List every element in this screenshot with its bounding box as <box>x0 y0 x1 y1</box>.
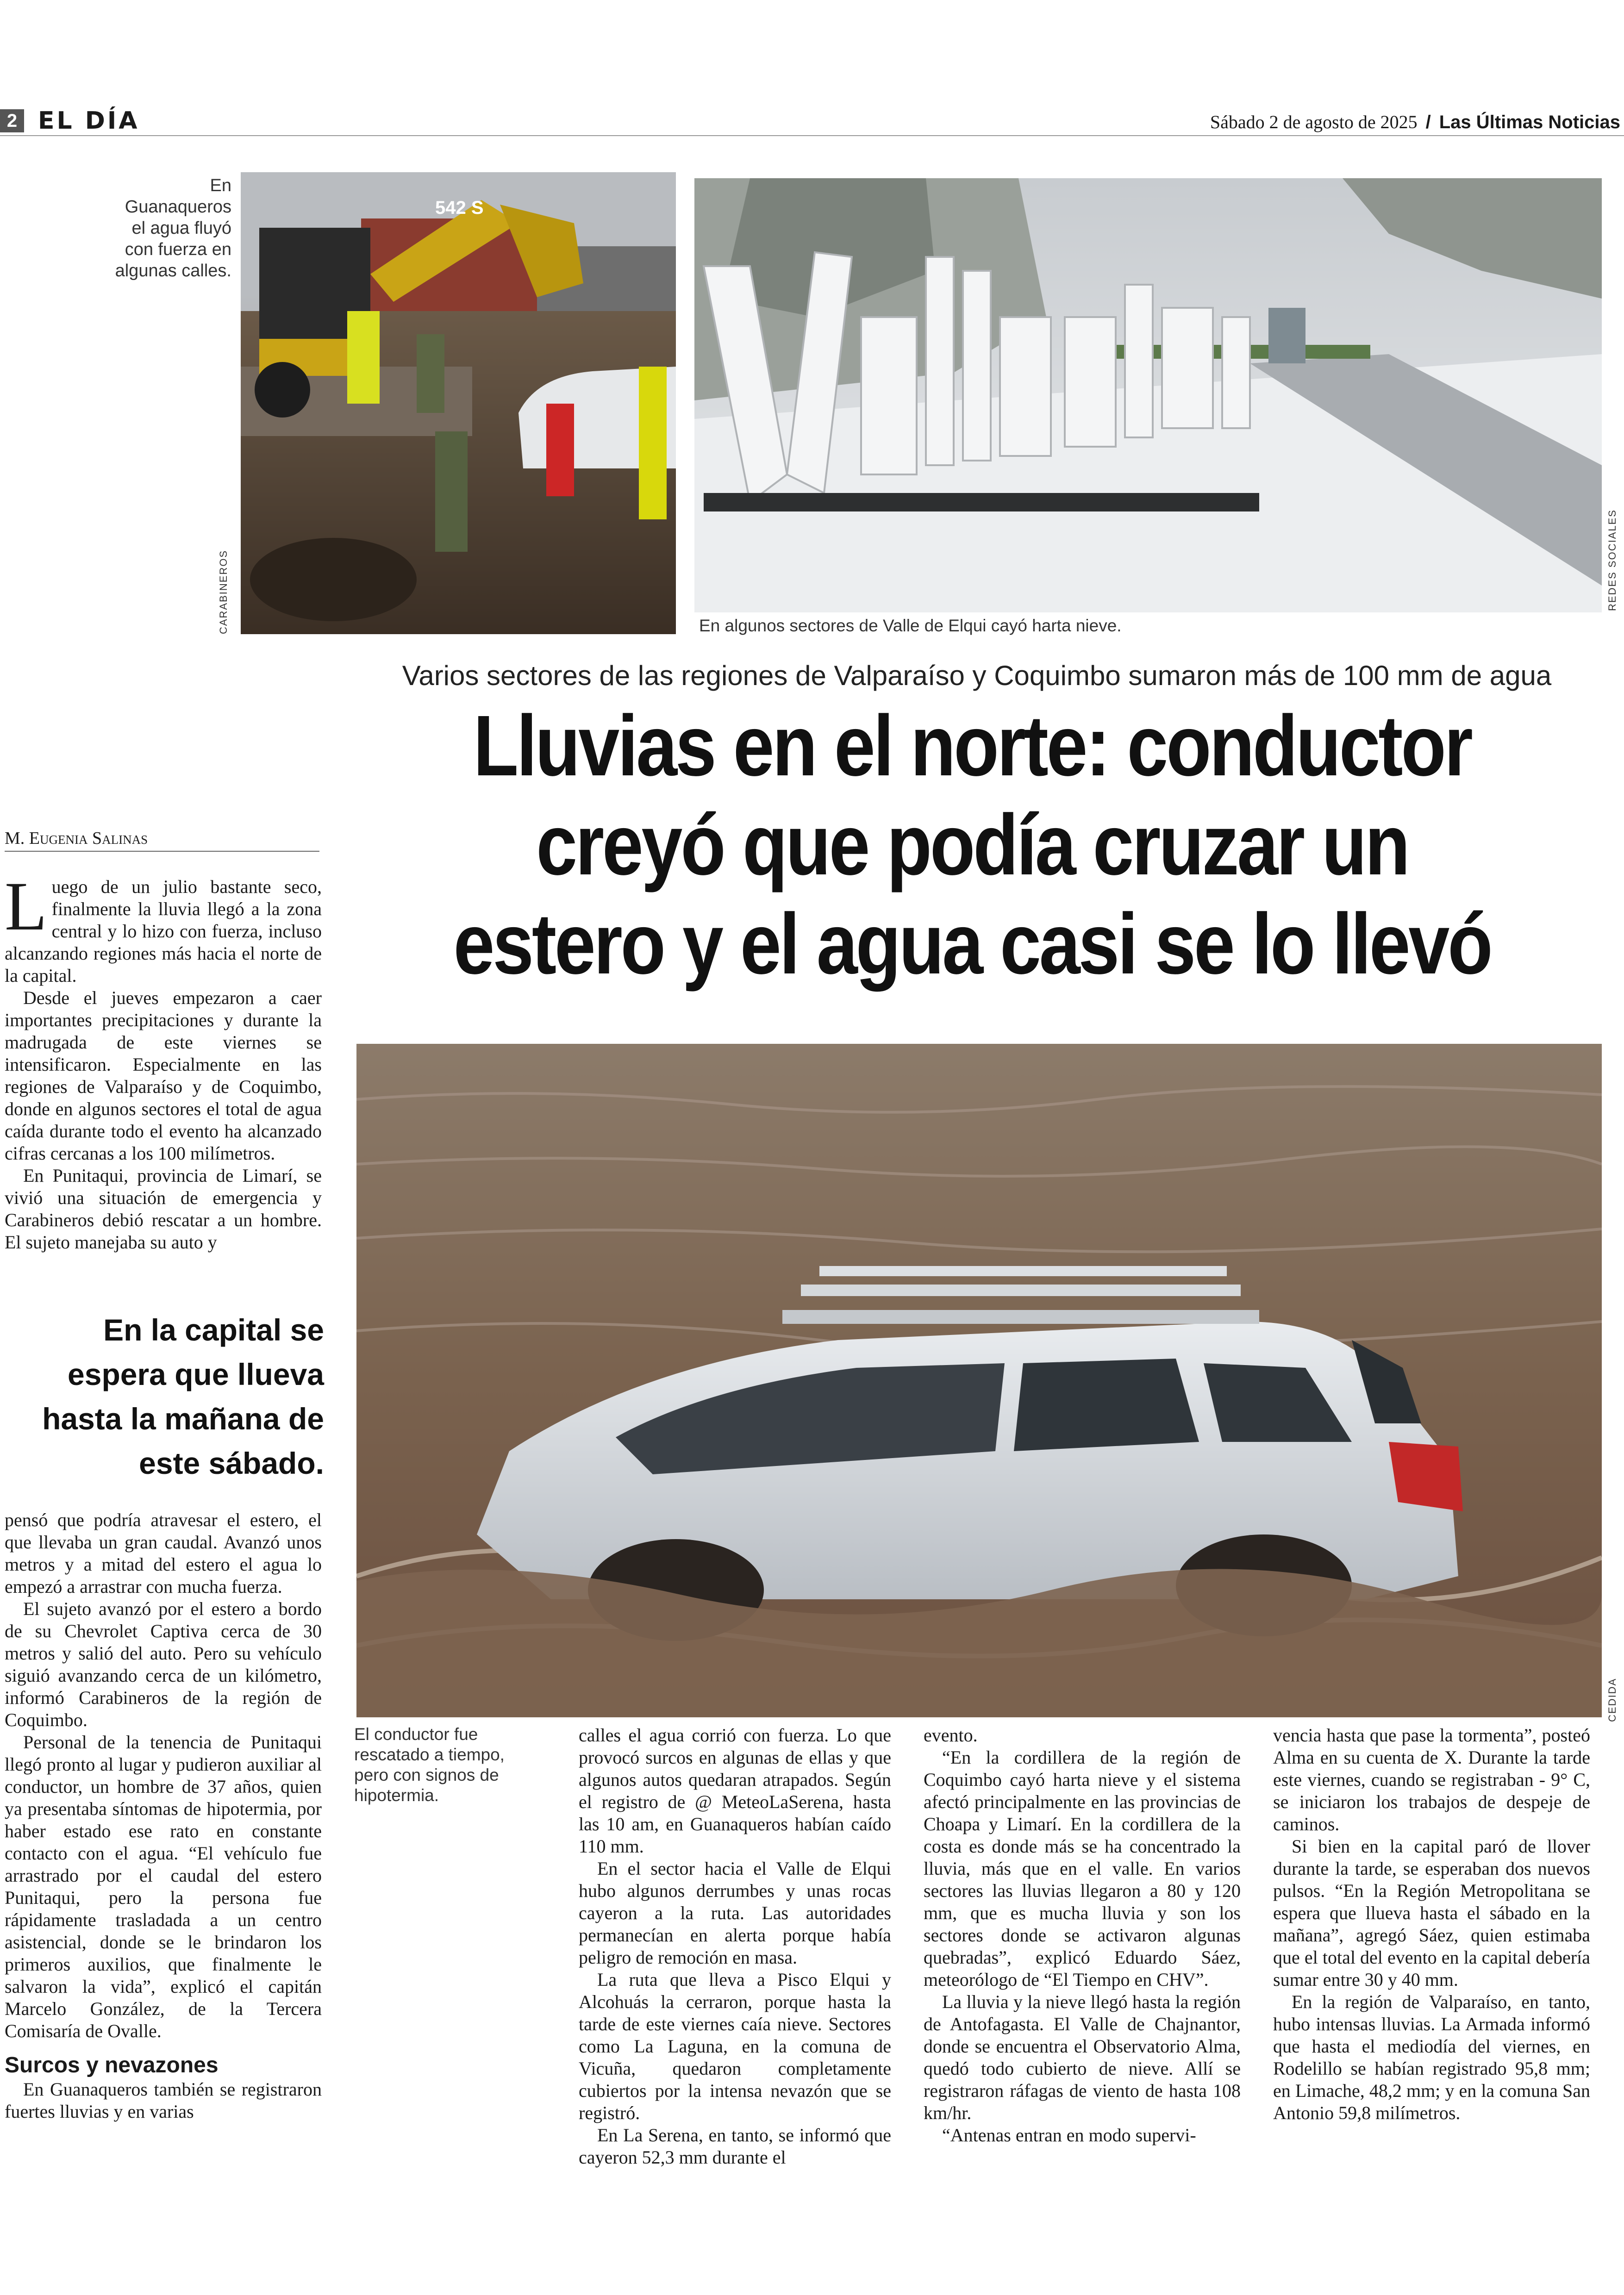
guanaqueros-scene-image <box>241 172 676 634</box>
headline-line-2: creyó que podía cruzar un <box>536 797 1408 893</box>
byline <box>5 828 319 852</box>
headline-line-3: estero y el agua casi se lo llevó <box>453 896 1491 992</box>
dropcap: L <box>5 868 47 945</box>
paragraph: evento. <box>924 1725 978 1746</box>
paragraph: El sujeto avanzó por el estero a bordo de su Chevrolet Captiva cerca de 30 metros y salió del auto. Pero su vehículo siguió avanzando cerca de un kilómetro, informó Carabineros de la región de Coquimbo. <box>5 1598 322 1730</box>
paragraph: En la región de Valparaíso, en tanto, hubo intensas lluvias. La Armada informó que hasta el mediodía del viernes, en Rodelillo se habían registrado 95,8 mm; en Limache, 48,2 mm; y en la comuna San Antonio 59,8 milímetros. <box>1273 1991 1590 2123</box>
byline-name: M. Eugenia Salinas <box>5 829 148 848</box>
photo-car-in-estero <box>356 1044 1602 1717</box>
photo-credit-cedida: CEDIDA <box>1606 1678 1618 1722</box>
paragraph: pensó que podría atravesar el estero, el que llevaba un gran caudal. Avanzó unos metros y a mitad del estero el agua lo empezó a arrastrar con mucha fuerza. <box>5 1509 322 1597</box>
photo-guanaqueros-rescue <box>241 172 676 634</box>
issue-date: Sábado 2 de agosto de 2025 <box>1210 112 1418 132</box>
article-headline <box>343 697 1602 994</box>
paragraph: “En la cordillera de la región de Coquimbo cayó harta nieve y el sistema afectó principalmente en las provincias de Choapa y Limarí. En la cordillera de la costa es donde más se ha concentrado la lluvia, más que en el valle. En varios sectores las lluvias llegaron a 80 y 120 mm, que es mucha lluvia y son los sectores donde se activaron algunas quebradas”, explicó Eduardo Sáez, meteorólogo de “El Tiempo en CHV”. <box>924 1747 1241 1990</box>
paragraph: calles el agua corrió con fuerza. Lo que provocó surcos en algunas de ellas y que algunos autos quedaran atrapados. Según el registro de @ MeteoLaSerena, hasta las 10 am, en Guanaqueros habían caído 110 mm. <box>579 1725 891 1857</box>
section-name: EL DÍA <box>38 107 140 135</box>
photo-caption-conductor: El conductor fue rescatado a tiempo, pero con signos de hipotermia. <box>354 1725 505 1805</box>
machine-label: 542 S <box>435 198 484 218</box>
paragraph: En Punitaqui, provincia de Limarí, se vivió una situación de emergencia y Carabineros debió rescatar a un hombre. El sujeto manejaba su auto y <box>5 1165 322 1253</box>
photo-caption-valle-elqui: En algunos sectores de Valle de Elqui cayó harta nieve. <box>699 616 1122 635</box>
article-kicker: Varios sectores de las regiones de Valparaíso y Coquimbo sumaron más de 100 mm de agua <box>402 660 1552 691</box>
publication-name: Las Últimas Noticias <box>1439 112 1620 132</box>
paragraph: “Antenas entran en modo supervi- <box>942 2125 1196 2145</box>
article-column-4 <box>1273 1724 1590 2124</box>
paragraph: Personal de la tenencia de Punitaqui llegó pronto al lugar y pudieron auxiliar al conductor, un hombre de 37 años, quien ya presentaba síntomas de hipotermia, por haber estado ese rato en constante contacto con el agua. “El vehículo fue arrastrado por el caudal del estero Punitaqui, pero la persona fue rápidamente trasladada a un centro asistencial, donde se le brindaron los primeros auxilios, que finalmente le salvaron la vida”, explicó el capitán Marcelo González, de la Tercera Comisaría de Ovalle. <box>5 1732 322 2041</box>
paragraph: En La Serena, en tanto, se informó que cayeron 52,3 mm durante el <box>579 2125 891 2168</box>
paragraph: En Guanaqueros también se registraron fuertes lluvias y en varias <box>5 2079 322 2122</box>
pull-quote: En la capital se espera que llueva hasta la mañana de este sábado. <box>42 1313 324 1480</box>
header-date-line <box>1210 111 1620 133</box>
article-column-1-top <box>5 868 322 1254</box>
car-in-flood-image <box>356 1044 1602 1717</box>
paragraph: La lluvia y la nieve llegó hasta la región de Antofagasta. El Valle de Chajnantor, donde se encuentra el Observatorio Alma, quedó todo cubierto de nieve. Allí se registraron ráfagas de viento de hasta 108 km/hr. <box>924 1991 1241 2123</box>
article-column-1-bottom <box>5 1509 322 2123</box>
lead-paragraph-text: uego de un julio bastante seco, finalmente la lluvia llegó a la zona central y lo hizo con fuerza, incluso alcanzando regiones más hacia el norte de la capital. <box>5 876 322 986</box>
photo-valle-de-elqui-snow <box>694 178 1602 612</box>
valle-elqui-scene-image <box>694 178 1602 612</box>
headline-line-1: Lluvias en el norte: conductor <box>473 698 1471 794</box>
lead-paragraph <box>5 868 322 987</box>
paragraph: La ruta que lleva a Pisco Elqui y Alcohuás la cerraron, porque hasta la tarde de este viernes caía nieve. Sectores como La Laguna, en la comuna de Vicuña, quedaron completamente cubiertos por la intensa nevazón que se registró. <box>579 1969 891 2123</box>
article-column-3 <box>924 1724 1241 2146</box>
paragraph: Si bien en la capital paró de llover durante la tarde, se esperaban dos nuevos pulsos. “En la Región Metropolitana se espera que llueva hasta el sábado en la mañana”, agregó Sáez, quien estimaba que el total del evento en la capital debería sumar entre 30 y 40 mm. <box>1273 1836 1590 1990</box>
photo-credit-redes-sociales: REDES SOCIALES <box>1606 509 1618 611</box>
page-header <box>0 107 1624 135</box>
subhead-surcos: Surcos y nevazones <box>5 2053 219 2077</box>
photo-caption-guanaqueros: En Guanaqueros el agua fluyó con fuerza en algunas calles. <box>115 176 231 281</box>
header-rule <box>0 135 1624 136</box>
paragraph: Desde el jueves empezaron a caer importantes precipitaciones y durante la madrugada de este viernes se intensificaron. Especialmente en las regiones de Valparaíso y de Coquimbo, donde en algunos sectores el total de agua caída durante todo el evento ha alcanzado cifras cercanas a los 100 milímetros. <box>5 987 322 1164</box>
article-column-2 <box>579 1724 891 2169</box>
paragraph: En el sector hacia el Valle de Elqui hubo algunos derrumbes y unas rocas cayeron a la ruta. Las autoridades permanecían en alerta porque había peligro de remoción en masa. <box>579 1858 891 1968</box>
header-separator: / <box>1425 112 1431 132</box>
photo-credit-carabineros: CARABINEROS <box>218 549 229 634</box>
byline-rule <box>5 851 319 852</box>
page-number: 2 <box>0 109 24 132</box>
paragraph: vencia hasta que pase la tormenta”, posteó Alma en su cuenta de X. Durante la tarde este viernes, cuando se registraban - 9° C, se iniciaron los trabajos de despeje de caminos. <box>1273 1725 1590 1834</box>
